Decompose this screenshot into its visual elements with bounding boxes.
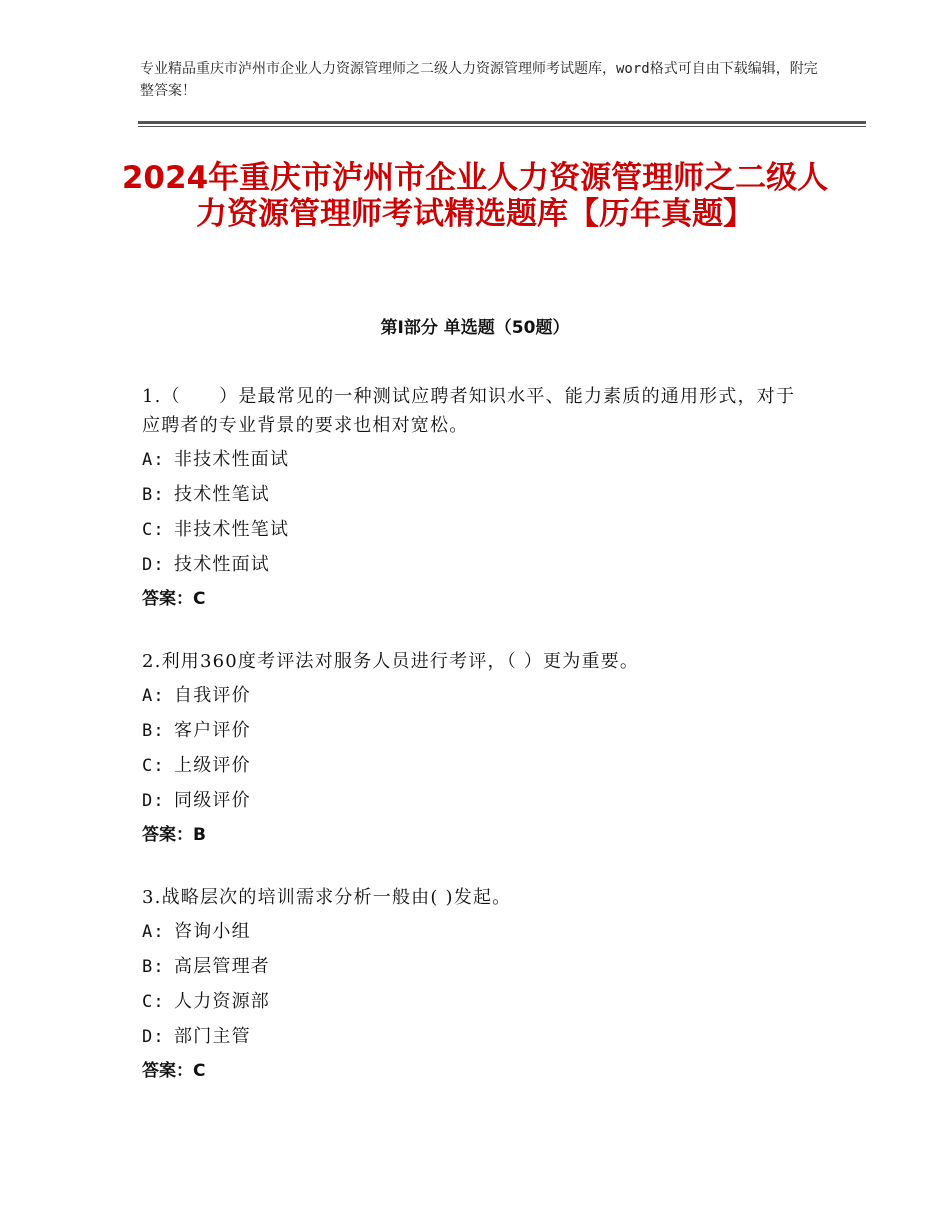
question-stem: 1.（ ）是最常见的一种测试应聘者知识水平、能力素质的通用形式，对于应聘者的专业背景的要求也相对宽松。 [142, 386, 796, 436]
header-rule-thin [138, 126, 866, 127]
header-note: 专业精品重庆市泸州市企业人力资源管理师之二级人力资源管理师考试题库，word格式可自由下载编辑，附完整答案！ [140, 61, 818, 99]
question-3 [142, 883, 812, 1086]
option-letter: A: [142, 922, 165, 942]
document-title: 2024年重庆市泸州市企业人力资源管理师之二级人力资源管理师考试精选题库【历年真题】 [121, 160, 829, 232]
section-title: 第Ⅰ部分 单选题（50题） [380, 318, 570, 338]
option-text: 非技术性面试 [174, 449, 290, 470]
option-text: 人力资源部 [174, 991, 270, 1012]
option-text: 技术性面试 [174, 554, 270, 575]
answer-line: 答案：C [142, 1061, 206, 1081]
question-1 [142, 382, 812, 614]
question-stem: 3.战略层次的培训需求分析一般由( )发起。 [142, 887, 512, 908]
option-letter: D: [142, 1027, 165, 1047]
option-text: 高层管理者 [174, 956, 270, 977]
option-letter: B: [142, 485, 165, 505]
option-letter: B: [142, 721, 165, 741]
header-rule-thick [138, 121, 866, 124]
answer-line: 答案：C [142, 589, 206, 609]
option-a [142, 681, 812, 711]
answer-line: 答案：B [142, 825, 206, 845]
option-letter: D: [142, 791, 165, 811]
option-d [142, 1022, 812, 1052]
option-letter: A: [142, 450, 165, 470]
option-letter: D: [142, 555, 165, 575]
option-text: 客户评价 [174, 720, 251, 741]
option-a [142, 917, 812, 947]
option-text: 非技术性笔试 [174, 519, 290, 540]
option-letter: A: [142, 686, 165, 706]
option-c [142, 515, 812, 545]
option-letter: C: [142, 520, 165, 540]
option-text: 同级评价 [174, 790, 251, 811]
question-2 [142, 647, 812, 850]
option-a [142, 445, 812, 475]
option-letter: C: [142, 992, 165, 1012]
option-b [142, 716, 812, 746]
option-b [142, 952, 812, 982]
option-text: 部门主管 [174, 1026, 251, 1047]
option-letter: B: [142, 957, 165, 977]
question-list [142, 382, 812, 1119]
option-c [142, 987, 812, 1017]
option-text: 技术性笔试 [174, 484, 270, 505]
question-stem: 2.利用360度考评法对服务人员进行考评，（ ）更为重要。 [142, 651, 640, 672]
option-d [142, 550, 812, 580]
option-letter: C: [142, 756, 165, 776]
option-c [142, 751, 812, 781]
option-text: 咨询小组 [174, 921, 251, 942]
option-text: 上级评价 [174, 755, 251, 776]
option-b [142, 480, 812, 510]
option-d [142, 786, 812, 816]
option-text: 自我评价 [174, 685, 251, 706]
